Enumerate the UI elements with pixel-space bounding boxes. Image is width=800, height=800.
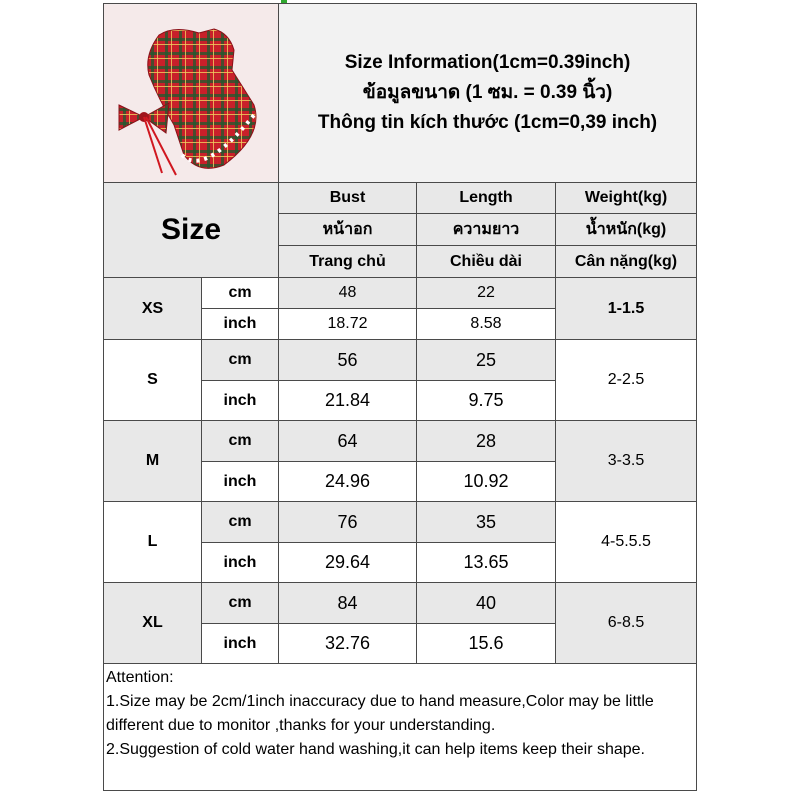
bust-header-en: Bust bbox=[279, 183, 417, 214]
length-cm: 28 bbox=[417, 421, 556, 462]
length-inch: 10.92 bbox=[417, 462, 556, 502]
table-row bbox=[104, 421, 697, 462]
length-cm: 35 bbox=[417, 502, 556, 543]
attention-notes bbox=[104, 664, 697, 791]
attention-note-1: 1.Size may be 2cm/1inch inaccuracy due to hand measure,Color may be little different due to monitor ,thanks for your understanding. bbox=[106, 693, 654, 734]
bust-cm: 84 bbox=[279, 583, 417, 624]
weight-value: 3-3.5 bbox=[556, 421, 697, 502]
plaid-dress-with-bow-image bbox=[104, 5, 279, 182]
weight-header-vi: Cân nặng(kg) bbox=[556, 246, 697, 278]
bust-cm: 48 bbox=[279, 278, 417, 309]
weight-header-en: Weight(kg) bbox=[556, 183, 697, 214]
table-row bbox=[104, 502, 697, 543]
unit-cm: cm bbox=[202, 583, 279, 624]
length-header-th: ความยาว bbox=[417, 214, 556, 246]
weight-header-th: น้ำหนัก(kg) bbox=[556, 214, 697, 246]
bust-inch: 32.76 bbox=[279, 624, 417, 664]
unit-inch: inch bbox=[202, 309, 279, 340]
size-information-header bbox=[279, 4, 697, 183]
attention-heading: Attention: bbox=[106, 669, 174, 686]
title-vietnamese: Thông tin kích thước (1cm=0,39 inch) bbox=[317, 112, 658, 133]
unit-inch: inch bbox=[202, 543, 279, 583]
length-inch: 15.6 bbox=[417, 624, 556, 664]
bust-cm: 64 bbox=[279, 421, 417, 462]
unit-inch: inch bbox=[202, 462, 279, 502]
unit-cm: cm bbox=[202, 502, 279, 543]
length-cm: 22 bbox=[417, 278, 556, 309]
bust-inch: 18.72 bbox=[279, 309, 417, 340]
length-header-vi: Chiều dài bbox=[417, 246, 556, 278]
length-cm: 25 bbox=[417, 340, 556, 381]
unit-cm: cm bbox=[202, 278, 279, 309]
size-chart-table bbox=[103, 3, 697, 791]
table-row bbox=[104, 340, 697, 381]
product-photo bbox=[104, 4, 279, 183]
bust-cm: 76 bbox=[279, 502, 417, 543]
size-label-xs: XS bbox=[104, 278, 202, 340]
unit-cm: cm bbox=[202, 421, 279, 462]
table-row bbox=[104, 278, 697, 309]
bust-cm: 56 bbox=[279, 340, 417, 381]
length-inch: 8.58 bbox=[417, 309, 556, 340]
size-label-s: S bbox=[104, 340, 202, 421]
size-label-m: M bbox=[104, 421, 202, 502]
weight-value: 2-2.5 bbox=[556, 340, 697, 421]
length-inch: 9.75 bbox=[417, 381, 556, 421]
length-header-en: Length bbox=[417, 183, 556, 214]
unit-cm: cm bbox=[202, 340, 279, 381]
bust-header-th: หน้าอก bbox=[279, 214, 417, 246]
size-column-header: Size bbox=[104, 183, 279, 278]
length-inch: 13.65 bbox=[417, 543, 556, 583]
unit-inch: inch bbox=[202, 624, 279, 664]
title-english: Size Information(1cm=0.39inch) bbox=[344, 52, 631, 73]
bust-inch: 21.84 bbox=[279, 381, 417, 421]
title-thai: ข้อมูลขนาด (1 ซม. = 0.39 นิ้ว) bbox=[362, 82, 613, 103]
table-row bbox=[104, 583, 697, 624]
bust-inch: 24.96 bbox=[279, 462, 417, 502]
unit-inch: inch bbox=[202, 381, 279, 421]
attention-note-2: 2.Suggestion of cold water hand washing,it can help items keep their shape. bbox=[106, 741, 645, 758]
weight-value: 6-8.5 bbox=[556, 583, 697, 664]
size-label-xl: XL bbox=[104, 583, 202, 664]
weight-value: 1-1.5 bbox=[556, 278, 697, 340]
size-label-l: L bbox=[104, 502, 202, 583]
weight-value: 4-5.5.5 bbox=[556, 502, 697, 583]
bust-inch: 29.64 bbox=[279, 543, 417, 583]
bust-header-vi: Trang chủ bbox=[279, 246, 417, 278]
length-cm: 40 bbox=[417, 583, 556, 624]
